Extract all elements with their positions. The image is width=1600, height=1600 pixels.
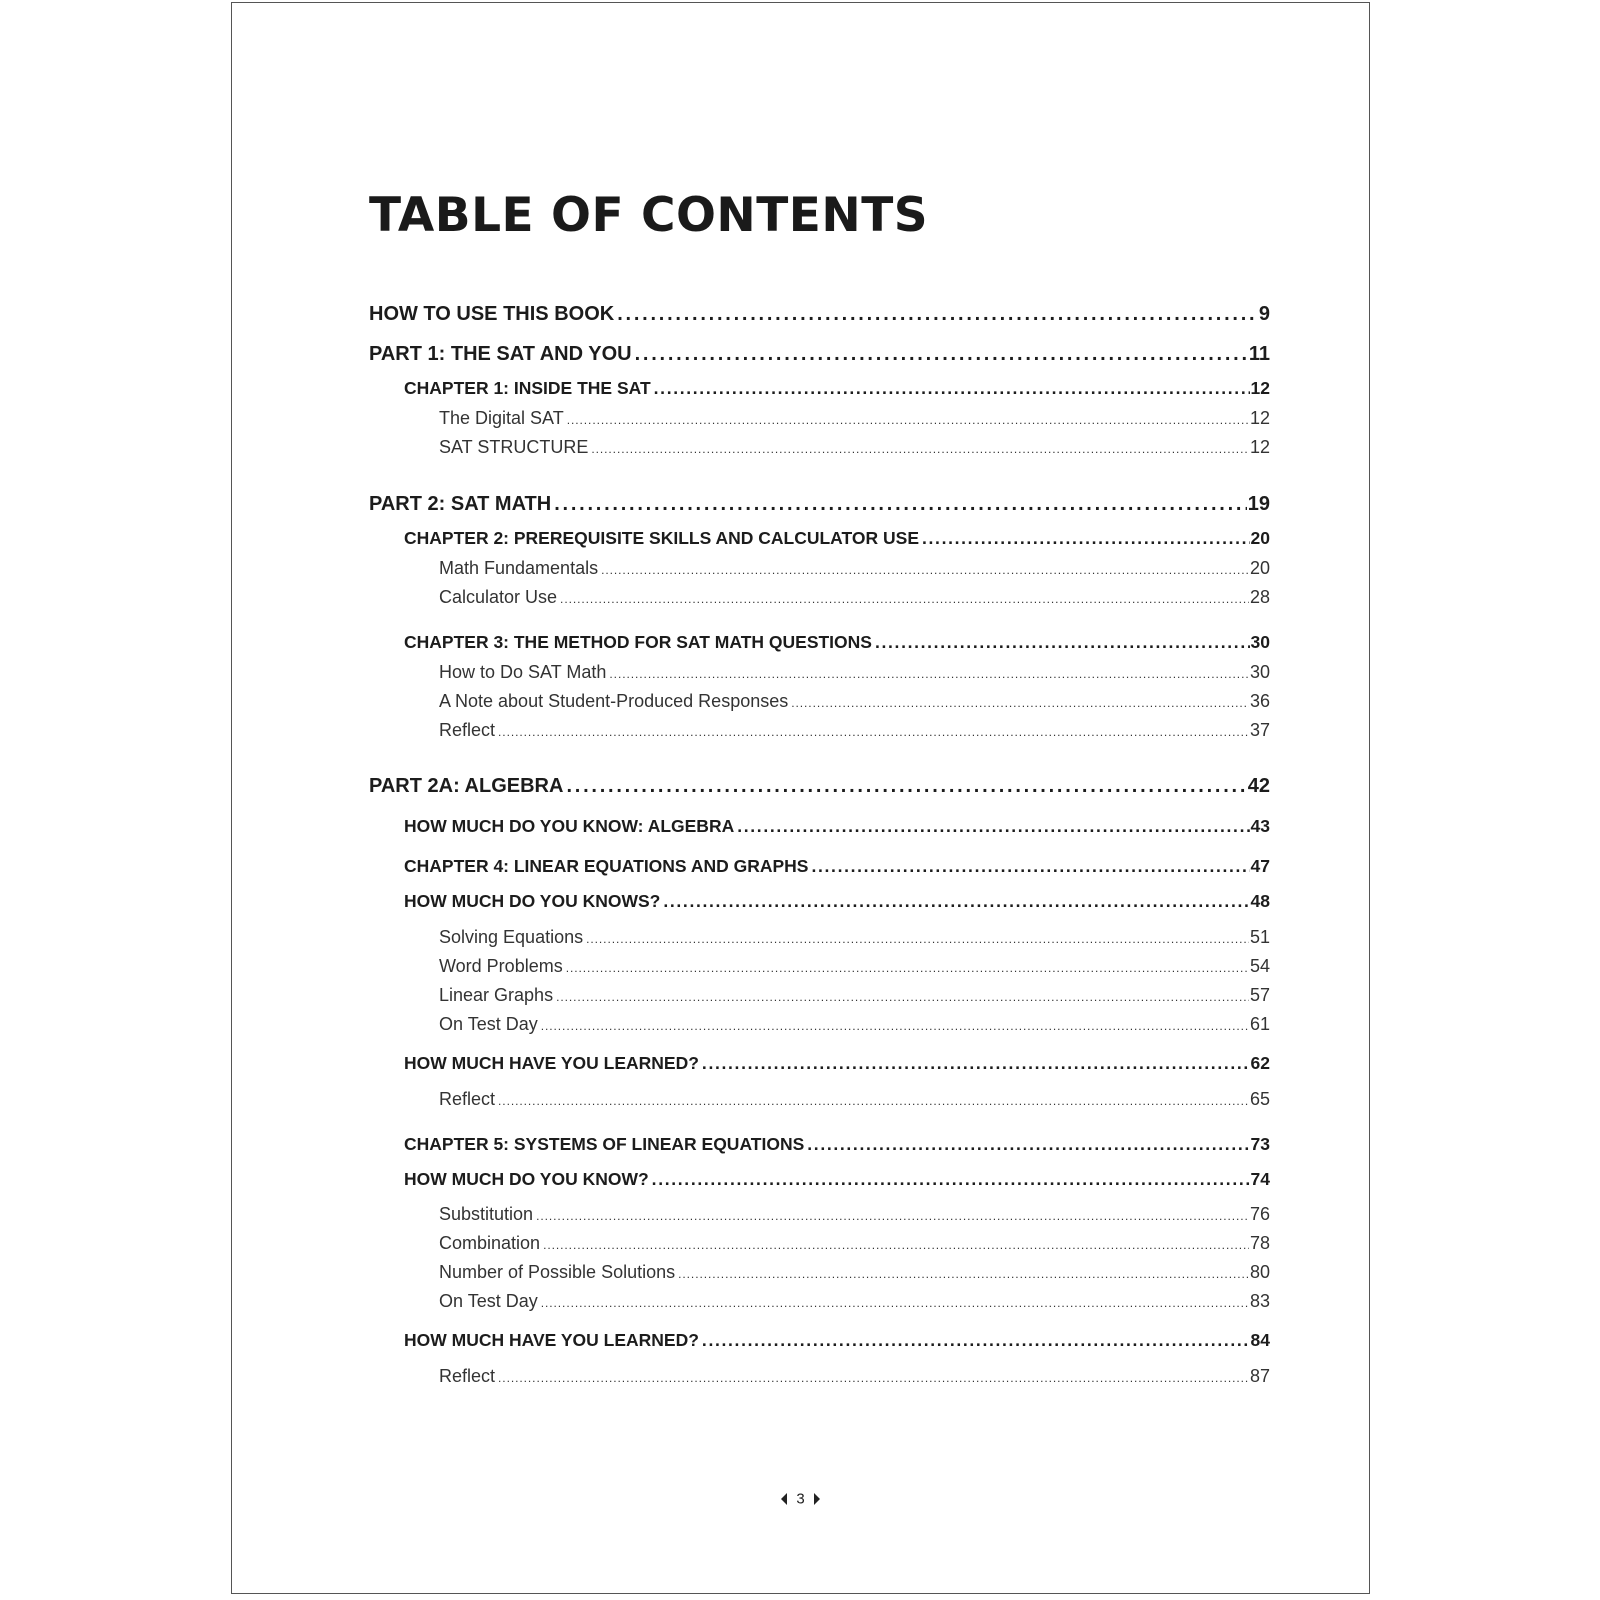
dot-leader <box>536 1210 1249 1222</box>
toc-entry-part <box>369 344 1270 364</box>
toc-page-number: 20 <box>1249 558 1270 578</box>
toc-entry-part <box>369 304 1270 324</box>
toc-entry-label: Substitution <box>439 1204 534 1224</box>
toc-page-number: 42 <box>1247 775 1270 797</box>
toc-page-number: 9 <box>1258 303 1270 325</box>
toc-entry-label: Combination <box>439 1233 541 1253</box>
toc-entry-section <box>439 1234 1270 1252</box>
toc-entry-chapter <box>404 858 1270 876</box>
toc-page-number: 78 <box>1249 1233 1270 1253</box>
dot-leader <box>498 1372 1249 1384</box>
toc-page-number: 84 <box>1250 1330 1270 1350</box>
dot-leader <box>663 893 1249 911</box>
dot-leader <box>566 776 1246 796</box>
dot-leader <box>554 494 1247 514</box>
toc-entry-label: The Digital SAT <box>439 408 564 428</box>
toc-entry-label: HOW MUCH DO YOU KNOWS? <box>404 891 661 911</box>
toc-entry-label: How to Do SAT Math <box>439 662 607 682</box>
dot-leader <box>654 380 1250 398</box>
footer-page-number: 3 <box>796 1490 805 1508</box>
toc-entry-label: CHAPTER 3: THE METHOD FOR SAT MATH QUESTIONS <box>404 632 872 652</box>
toc-page-number: 12 <box>1250 378 1270 398</box>
toc-entry-section <box>439 692 1270 710</box>
dot-leader <box>567 414 1249 426</box>
toc-entry-section <box>439 1292 1270 1310</box>
toc-page-number: 12 <box>1249 437 1270 457</box>
toc-page-number: 51 <box>1249 927 1270 947</box>
toc-entry-section <box>439 1367 1270 1385</box>
toc-page-number: 43 <box>1250 816 1270 836</box>
toc-page-number: 48 <box>1250 891 1270 911</box>
dot-leader <box>591 443 1249 455</box>
toc-page-number: 19 <box>1247 493 1270 515</box>
toc-entry-section <box>439 957 1270 975</box>
toc-entry-label: HOW MUCH HAVE YOU LEARNED? <box>404 1330 699 1350</box>
toc-page-number: 80 <box>1249 1262 1270 1282</box>
toc-entry-chapter <box>404 1332 1270 1350</box>
toc-entry-label: Reflect <box>439 1366 496 1386</box>
toc-entry-label: Solving Equations <box>439 927 584 947</box>
toc-entry-label: CHAPTER 1: INSIDE THE SAT <box>404 378 651 398</box>
dot-leader <box>875 634 1250 652</box>
toc-entry-label: HOW TO USE THIS BOOK <box>369 303 615 325</box>
toc-page-number: 57 <box>1249 985 1270 1005</box>
toc-entry-label: Reflect <box>439 1089 496 1109</box>
dot-leader <box>498 726 1249 738</box>
toc-entry-label: A Note about Student-Produced Responses <box>439 691 789 711</box>
toc-page-number: 83 <box>1249 1291 1270 1311</box>
toc-page-number: 12 <box>1249 408 1270 428</box>
toc-page-number: 47 <box>1250 856 1270 876</box>
dot-leader <box>635 344 1248 364</box>
toc-page-number: 73 <box>1250 1134 1270 1154</box>
toc-entry-section <box>439 986 1270 1004</box>
toc-page-number: 74 <box>1250 1169 1270 1189</box>
toc-entry-section <box>439 721 1270 739</box>
toc-page-number: 28 <box>1249 587 1270 607</box>
dot-leader <box>556 991 1249 1003</box>
dot-leader <box>541 1297 1249 1309</box>
toc-entry-chapter <box>404 818 1270 836</box>
toc-page-number: 76 <box>1249 1204 1270 1224</box>
dot-leader <box>737 818 1249 836</box>
dot-leader <box>601 564 1249 576</box>
toc-page-number: 62 <box>1250 1053 1270 1073</box>
document-page <box>231 2 1370 1594</box>
dot-leader <box>791 697 1249 709</box>
toc-entry-chapter <box>404 634 1270 652</box>
toc-entry-part <box>369 776 1270 796</box>
dot-leader <box>560 593 1249 605</box>
toc-entry-label: HOW MUCH HAVE YOU LEARNED? <box>404 1053 699 1073</box>
toc-entry-label: PART 1: THE SAT AND YOU <box>369 343 632 365</box>
toc-entry-section <box>439 1090 1270 1108</box>
arrow-left-icon <box>781 1493 787 1505</box>
toc-page-number: 54 <box>1249 956 1270 976</box>
dot-leader <box>566 962 1249 974</box>
toc-entry-label: Number of Possible Solutions <box>439 1262 676 1282</box>
toc-entry-section <box>439 588 1270 606</box>
toc-entry-section <box>439 663 1270 681</box>
toc-entry-label: Calculator Use <box>439 587 558 607</box>
toc-entry-chapter <box>404 380 1270 398</box>
toc-entry-section <box>439 409 1270 427</box>
toc-page-number: 87 <box>1249 1366 1270 1386</box>
toc-entry-section <box>439 1263 1270 1281</box>
toc-entry-label: CHAPTER 5: SYSTEMS OF LINEAR EQUATIONS <box>404 1134 805 1154</box>
toc-entry-label: HOW MUCH DO YOU KNOW? <box>404 1169 649 1189</box>
toc-entry-section <box>439 928 1270 946</box>
dot-leader <box>702 1055 1250 1073</box>
dot-leader <box>811 858 1249 876</box>
dot-leader <box>678 1268 1249 1280</box>
toc-page-number: 30 <box>1249 662 1270 682</box>
dot-leader <box>541 1020 1249 1032</box>
toc-page-number: 36 <box>1249 691 1270 711</box>
page-title: TABLE OF CONTENTS <box>369 188 929 243</box>
toc-entry-chapter <box>404 1171 1270 1189</box>
arrow-right-icon <box>814 1493 820 1505</box>
toc-entry-label: On Test Day <box>439 1014 538 1034</box>
dot-leader <box>702 1332 1250 1350</box>
toc-entry-label: Linear Graphs <box>439 985 554 1005</box>
toc-entry-label: SAT STRUCTURE <box>439 437 589 457</box>
toc-entry-section <box>439 438 1270 456</box>
dot-leader <box>609 668 1249 680</box>
toc-entry-label: PART 2A: ALGEBRA <box>369 775 564 797</box>
dot-leader <box>586 933 1249 945</box>
toc-page-number: 61 <box>1249 1014 1270 1034</box>
dot-leader <box>922 530 1250 548</box>
toc-entry-chapter <box>404 1136 1270 1154</box>
toc-page-number: 65 <box>1249 1089 1270 1109</box>
toc-entry-section <box>439 559 1270 577</box>
toc-entry-label: PART 2: SAT MATH <box>369 493 552 515</box>
toc-entry-label: Math Fundamentals <box>439 558 599 578</box>
dot-leader <box>498 1095 1249 1107</box>
toc-entry-label: Word Problems <box>439 956 563 976</box>
toc-entry-label: HOW MUCH DO YOU KNOW: ALGEBRA <box>404 816 735 836</box>
toc-entry-chapter <box>404 893 1270 911</box>
toc-entry-part <box>369 494 1270 514</box>
toc-entry-section <box>439 1205 1270 1223</box>
dot-leader <box>652 1171 1250 1189</box>
toc-entry-chapter <box>404 530 1270 548</box>
dot-leader <box>617 304 1258 324</box>
dot-leader <box>543 1239 1249 1251</box>
toc-page-number: 37 <box>1249 720 1270 740</box>
toc-page-number: 11 <box>1248 343 1270 365</box>
page-footer <box>232 1490 1369 1508</box>
toc-entry-label: Reflect <box>439 720 496 740</box>
toc-entry-label: CHAPTER 2: PREREQUISITE SKILLS AND CALCULATOR USE <box>404 528 919 548</box>
toc-page-number: 20 <box>1250 528 1270 548</box>
dot-leader <box>807 1136 1249 1154</box>
toc-page-number: 30 <box>1250 632 1270 652</box>
toc-entry-label: On Test Day <box>439 1291 538 1311</box>
toc-entry-section <box>439 1015 1270 1033</box>
toc-entry-label: CHAPTER 4: LINEAR EQUATIONS AND GRAPHS <box>404 856 809 876</box>
toc-entry-chapter <box>404 1055 1270 1073</box>
